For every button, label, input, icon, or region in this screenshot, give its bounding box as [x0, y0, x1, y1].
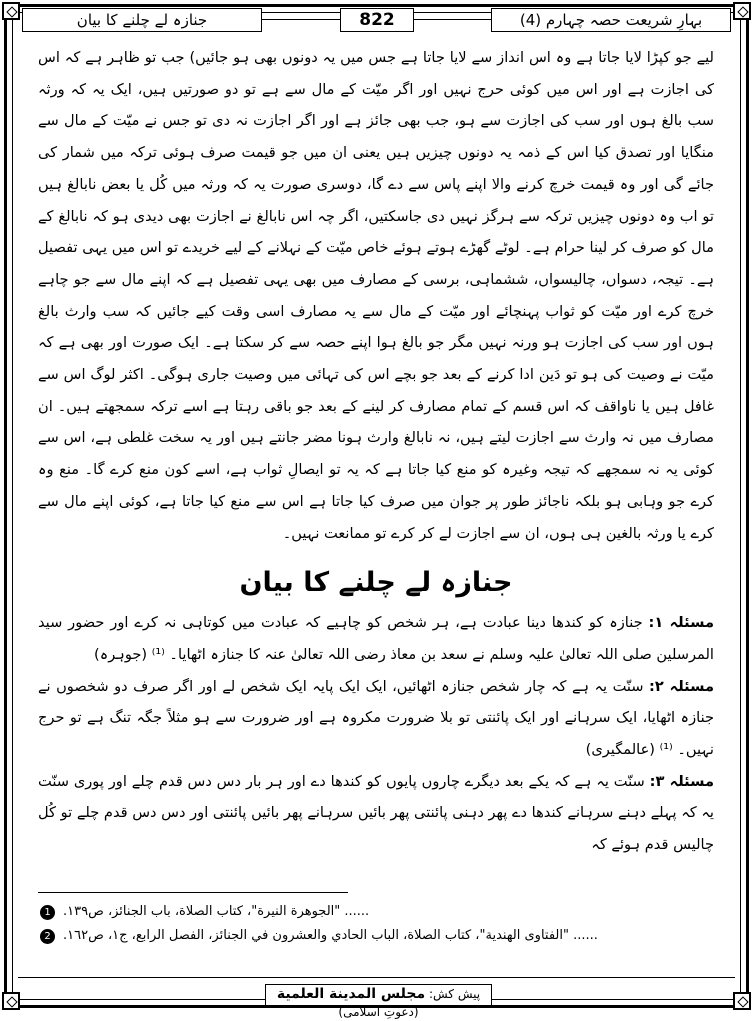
corner-ornament-icon: [2, 2, 20, 20]
header-divider: [262, 19, 340, 20]
header-divider: [414, 19, 491, 20]
masala-label: مسئلہ ۲:: [648, 677, 714, 695]
section-heading: جنازہ لے چلنے کا بیان: [239, 567, 513, 599]
page-body: [38, 42, 714, 861]
corner-ornament-icon: [2, 992, 20, 1010]
footnote-number: 2: [40, 929, 55, 944]
masala-item: [38, 607, 714, 670]
masala-text: سنّت یہ ہے کہ یکے بعد دیگرے چاروں پایوں کو کندھا دے اور ہر بار دس دس قدم چلے اور پوری سنّت یہ کہ پہلے دہنے سرہانے کندھا دے پھر دہنی پائنتی پھر بائیں سرہانے پھر بائیں پائنتی اور دس دس قدم چلے تو کُل چالیس قدم ہوئے کہ: [38, 772, 714, 854]
masala-item: [38, 766, 714, 861]
masala-label: مسئلہ ۱:: [648, 614, 714, 632]
chapter-title: جنازہ لے چلنے کا بیان: [22, 8, 262, 32]
footnote-number: 1: [40, 905, 55, 920]
footnote: [40, 900, 710, 924]
footer-publisher: مجلس المدينة العلمية: [276, 986, 426, 1002]
masala-item: [38, 671, 714, 766]
footnote-separator: [38, 892, 348, 893]
footer-divider: [18, 977, 735, 978]
footer-prefix: پیش کش:: [428, 987, 481, 1001]
page-header: [22, 8, 731, 34]
footer-suffix: (دعوتِ اسلامی): [338, 1005, 419, 1019]
book-title: بہارِ شریعت حصہ چہارم (4): [491, 8, 731, 32]
footnotes: [40, 900, 710, 948]
corner-ornament-icon: [733, 992, 751, 1010]
footnote-text: ...... "الفتاوى الهندية"، كتاب الصلاة، الباب الحادي والعشرون في الجنائز، الفصل الرابع، ج١، ص١٦٢.: [63, 928, 598, 943]
masala-label: مسئلہ ۳:: [649, 772, 715, 790]
masala-text: سنّت یہ ہے کہ چار شخص جنازہ اٹھائیں، ایک ایک پایہ ایک شخص لے اور اگر صرف دو شخصوں نے جنازہ اٹھایا، ایک سرہانے اور ایک پائنتی تو بلا ضرورت مکروہ ہے اور ضرورت سے ہو مثلاً جگہ تنگ ہے تو حرج نہیں۔ ⁽¹⁾ (عالمگیری): [38, 677, 714, 759]
masala-text: جنازہ کو کندھا دینا عبادت ہے، ہر شخص کو چاہیے کہ عبادت میں کوتاہی نہ کرے اور حضور سید المرسلین صلی اللہ تعالیٰ علیہ وسلم نے سعد بن معاذ رضی اللہ تعالیٰ عنہ کا جنازہ اٹھایا۔ ⁽¹⁾ (جوہرہ): [38, 614, 714, 663]
footnote-text: ...... "الجوهرة النيرة"، كتاب الصلاة، باب الجنائز، ص١٣٩.: [63, 904, 370, 919]
corner-ornament-icon: [733, 2, 751, 20]
page-number: 822: [340, 8, 414, 32]
page-footer: [265, 984, 492, 1019]
body-paragraph: لیے جو کپڑا لایا جاتا ہے وہ اس انداز سے لایا جاتا ہے جس میں یہ دونوں بھی ہو جائیں) جب تو ظاہر ہے کہ اس کی اجازت ہے اور اس میں کوئی حرج نہیں اور اگر میّت کے مال سے ہے تو دو صورتیں ہیں، ایک یہ کہ ورثہ سب بالغ ہوں اور سب کی اجازت سے ہو، جب بھی جائز ہے اور اگر اجازت نہ دی تو جس نے میّت کے مال سے منگایا اور تصدق کیا اس کے ذمہ یہ دونوں چیزیں ہیں یعنی ان میں جو قیمت صرف ہوئی ترکہ میں شمار کی جائے گی اور وہ قیمت خرچ کرنے والا اپنے پاس سے دے گا، دوسری صورت یہ کہ ورثہ میں کُل یا بعض نابالغ ہیں تو اب وہ دونوں چیزیں ترکہ سے ہرگز نہیں دی جاسکتیں، اگر چہ اس نابالغ نے اجازت بھی دیدی ہو کہ نابالغ کے مال کو صرف کر لینا حرام ہے۔ لوٹے گھڑے ہوتے ہوئے خاص میّت کے نہلانے کے لیے خریدے تو اس میں یہی تفصیل ہے۔ تیجہ، دسواں، چالیسواں، ششماہی، برسی کے مصارف میں بھی یہی تفصیل ہے کہ اپنے مال سے جو چاہے خرچ کرے اور میّت کو ثواب پہنچائے اور میّت کے مال سے یہ مصارف اسی وقت کیے جائیں کہ سب وارث بالغ ہوں اور سب کی اجازت ہو ورنہ نہیں مگر جو بالغ ہوا اپنے حصہ سے کر سکتا ہے۔ ایک صورت اور بھی ہے کہ میّت نے وصیت کی ہو تو دَین ادا کرنے کے بعد جو بچے اس کی تہائی میں وصیت جاری ہوگی۔ اکثر لوگ اس سے غافل ہیں یا ناواقف کہ اس قسم کے تمام مصارف کر لینے کے بعد جو باقی رہتا ہے اسے ترکہ سمجھتے ہیں۔ ان مصارف میں نہ وارث سے اجازت لیتے ہیں، نہ نابالغ وارث ہونا مضر جانتے ہیں اور یہ سخت غلطی ہے، اس سے کوئی یہ نہ سمجھے کہ تیجہ وغیرہ کو منع کیا جاتا ہے کہ یہ تو ایصالِ ثواب ہے، اسے کون منع کرے گا۔ منع وہ کرے جو وہابی ہو بلکہ ناجائز طور پر جوان میں صرف کیا جاتا ہے اس سے منع کیا جاتا ہے، کوئی اپنے مال سے کرے یا ورثہ بالغین ہی ہوں، ان سے اجازت لے کر کرے تو ممانعت نہیں۔: [38, 49, 714, 542]
footnote: [40, 924, 710, 948]
